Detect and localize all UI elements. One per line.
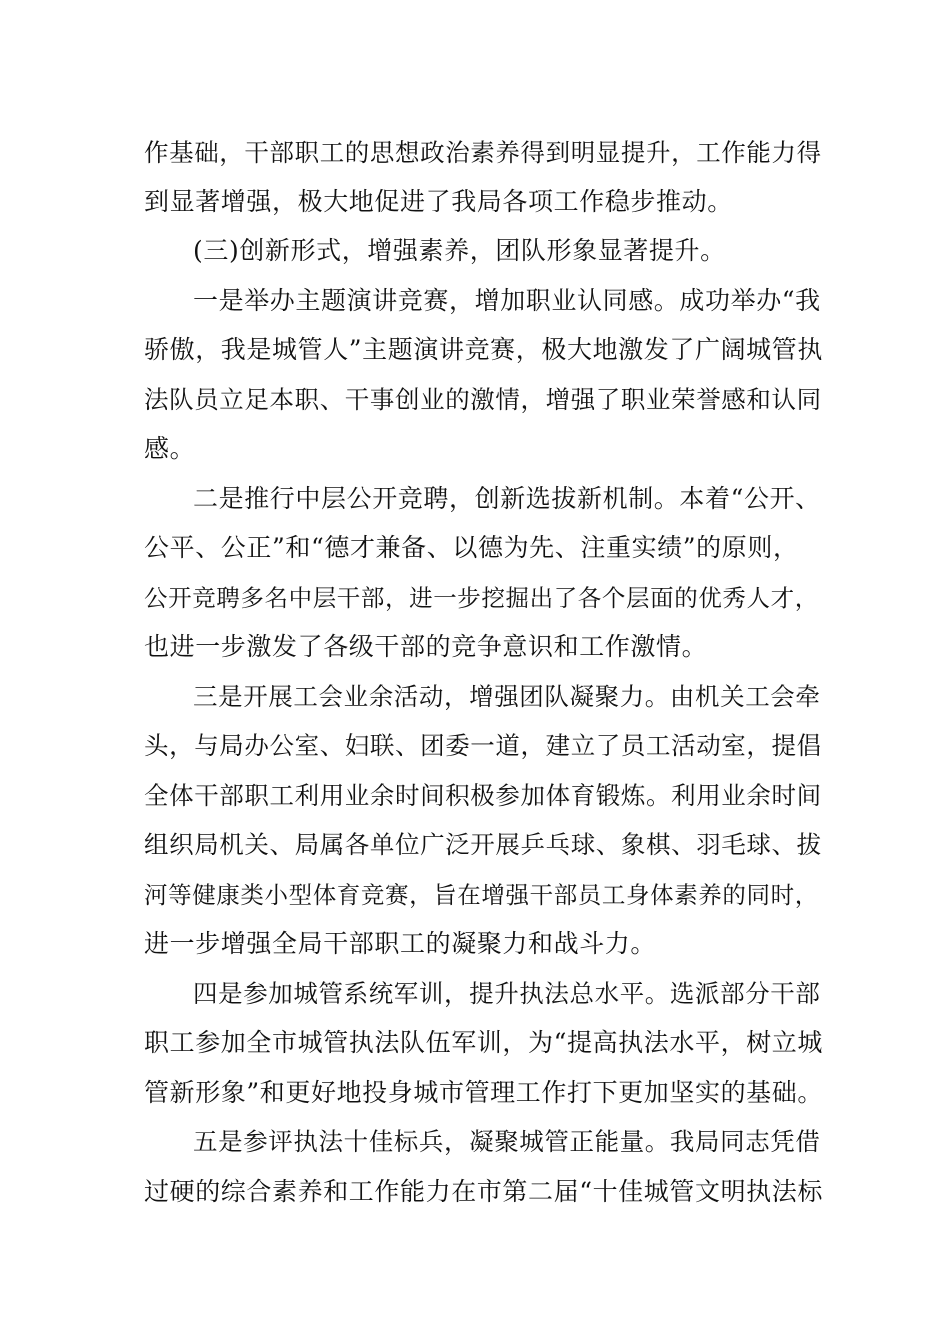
text-line: 职工参加全市城管执法队伍军训，为“提高执法水平，树立城 — [144, 1028, 823, 1057]
text-line: 作基础，干部职工的思想政治素养得到明显提升，工作能力得 — [144, 138, 822, 167]
text-line: 二是推行中层公开竞聘，创新选拔新机制。本着“公开、 — [193, 484, 821, 513]
text-line: 五是参评执法十佳标兵，凝聚城管正能量。我局同志凭借 — [193, 1127, 821, 1156]
text-line: 管新形象”和更好地投身城市管理工作打下更加坚实的基础。 — [144, 1078, 823, 1107]
text-line: 法队员立足本职、干事创业的激情，增强了职业荣誉感和认同 — [144, 385, 822, 414]
text-line: 公开竞聘多名中层干部，进一步挖掘出了各个层面的优秀人才， — [144, 584, 819, 612]
text-line: 组织局机关、局属各单位广泛开展乒乓球、象棋、羽毛球、拔 — [144, 830, 822, 859]
text-line: 头，与局办公室、妇联、团委一道，建立了员工活动室，提倡 — [144, 731, 822, 760]
text-line: 也进一步激发了各级干部的竞争意识和工作激情。 — [144, 632, 708, 661]
text-line: 到显著增强，极大地促进了我局各项工作稳步推动。 — [144, 187, 733, 216]
text-line: 过硬的综合素养和工作能力在市第二届“十佳城管文明执法标 — [144, 1177, 823, 1206]
text-line: 公平、公正”和“德才兼备、以德为先、注重实绩”的原则， — [144, 533, 799, 562]
text-line: 感。 — [144, 434, 196, 463]
text-line: 一是举办主题演讲竞赛，增加职业认同感。成功举办“我 — [193, 286, 821, 315]
section-heading: (三)创新形式，增强素养，团队形象显著提升。 — [193, 236, 726, 265]
text-line: 三是开展工会业余活动，增强团队凝聚力。由机关工会牵 — [193, 682, 821, 711]
text-line: 进一步增强全局干部职工的凝聚力和战斗力。 — [144, 929, 657, 958]
text-line: 河等健康类小型体育竞赛，旨在增强干部员工身体素养的同时， — [144, 881, 819, 909]
text-line: 全体干部职工利用业余时间积极参加体育锻炼。利用业余时间 — [144, 781, 822, 810]
text-line: 四是参加城管系统军训，提升执法总水平。选派部分干部 — [193, 979, 821, 1008]
text-line: 骄傲，我是城管人”主题演讲竞赛，极大地激发了广阔城管执 — [144, 335, 823, 364]
